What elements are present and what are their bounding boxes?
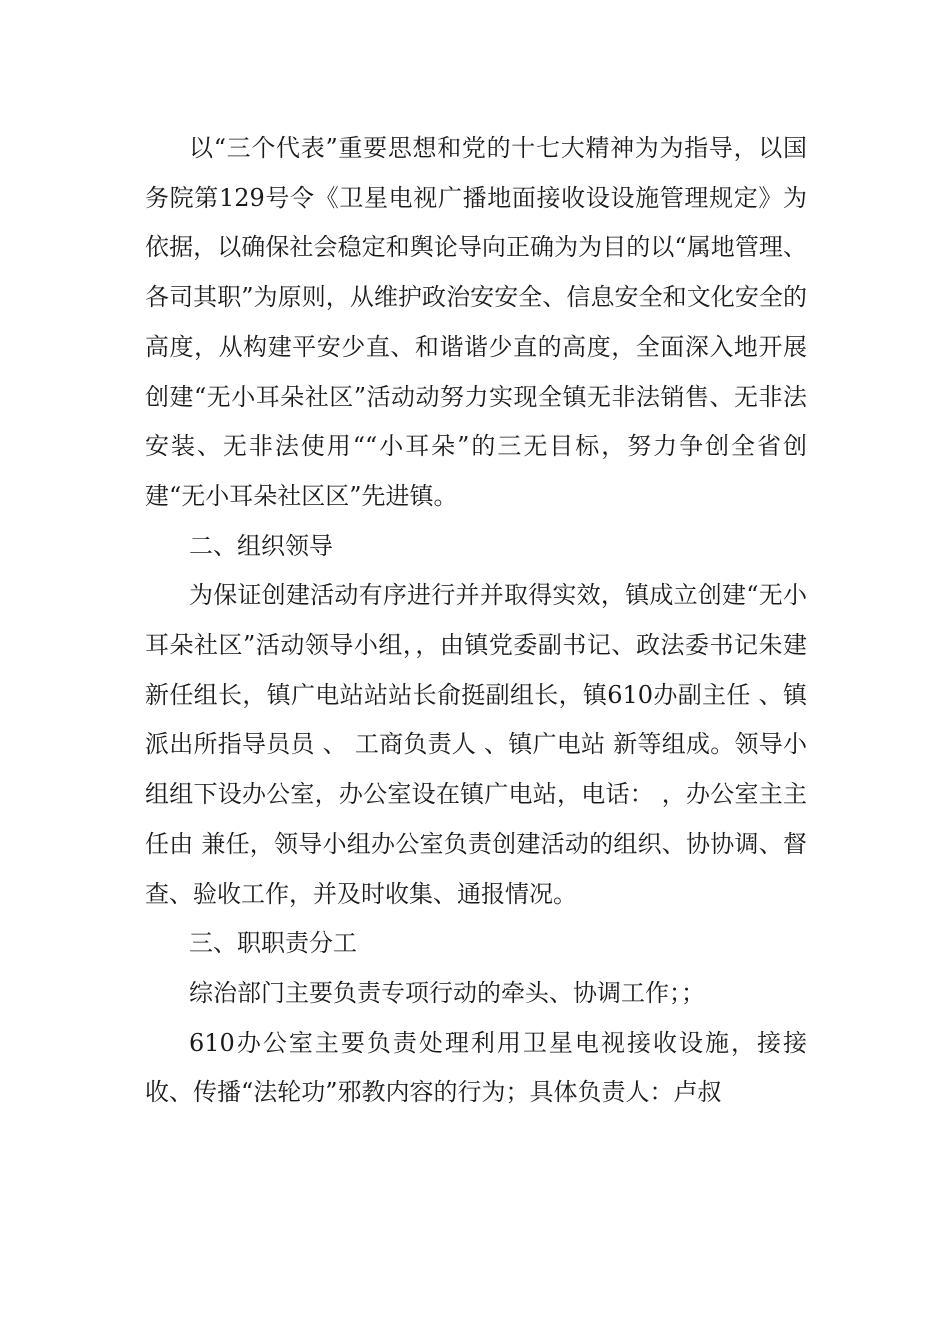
- paragraph-guiding-principle: 以“三个代表”重要思想和党的十七大精神为为指导，以国务院第129号令《卫星电视广播地面接收设设施管理规定》为依据，以确保社会稳定和舆论导向正确为为目的以“属地管理、各司其职”为原则，从维护政治安安全、信息安全和文化安全的高度，从构建平安少直、和谐谐少直的高度，全面深入地开展创建“无小耳朵社区”活动动努力实现全镇无非法销售、无非法安装、无非法使用““小耳朵”的三无目标，努力争创全省创建“无小耳朵社区区”先进镇。: [145, 134, 807, 510]
- section-heading-responsibilities: 三、职职责分工: [189, 929, 357, 958]
- section-heading-organization: 二、组织领导: [189, 531, 333, 560]
- paragraph-610-office: 610办公室主要负责处理利用卫星电视接收设施，接接收、传播“法轮功”邪教内容的行为；具体负责人：卢叔: [145, 1028, 807, 1107]
- paragraph-leadership-group: 为保证创建活动有序进行并并取得实效，镇成立创建“无小耳朵社区”活动领导小组，，由镇党委副书记、政法委书记朱建新任组长，镇广电站站站长俞挺副组长，镇610办副主任 、镇派出所指导员员 、 工商负责人 、镇广电站 新等组成。领导小组组下设办公室，办公室设在镇广电站，电话： ，办公室主主任由 兼任，领导小组办公室负责创建活动的组织、协协调、督查、验收工作，并及时收集、通报情况。: [145, 581, 807, 908]
- paragraph-comprehensive-governance: 综治部门主要负责专项行动的牵头、协调工作；；: [189, 978, 705, 1007]
- document-body: [145, 124, 807, 1118]
